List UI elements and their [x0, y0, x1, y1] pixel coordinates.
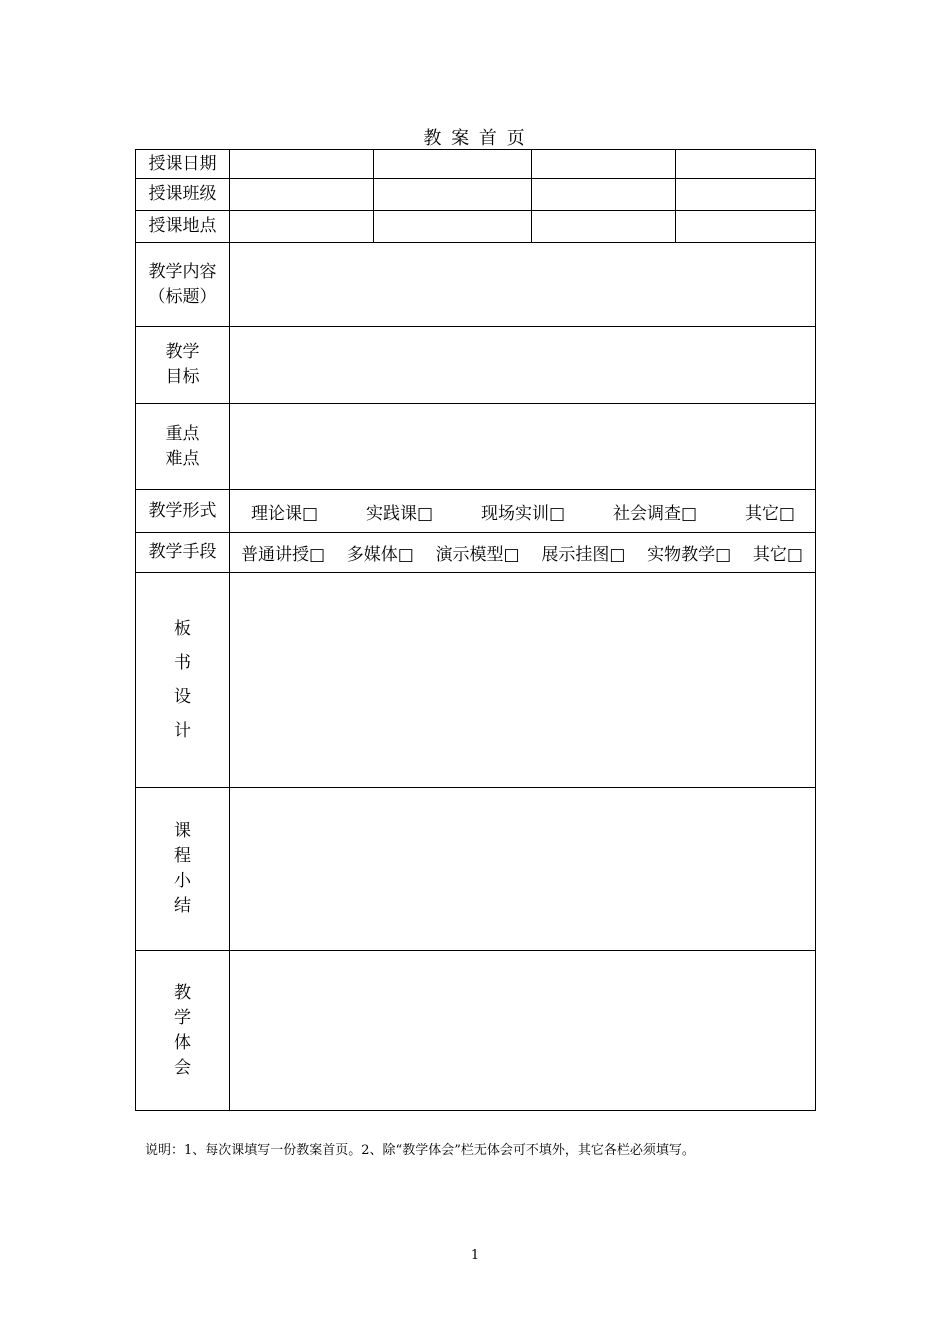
cell-goal[interactable] — [230, 327, 816, 404]
label-summary-char: 小 — [174, 871, 191, 891]
cell-class-1[interactable] — [230, 179, 374, 211]
label-summary-char: 结 — [174, 896, 191, 916]
checkbox-other-means[interactable]: 其它□ — [752, 545, 803, 565]
label-goal-line2: 目标 — [165, 367, 200, 387]
teaching-form-options — [230, 499, 815, 524]
label-board-char: 板 — [174, 619, 191, 639]
label-date: 授课日期 — [136, 150, 230, 179]
label-location: 授课地点 — [136, 211, 230, 243]
checkbox-multimedia[interactable]: 多媒体□ — [346, 545, 414, 565]
checkbox-social-survey[interactable]: 社会调查□ — [612, 503, 698, 524]
cell-summary[interactable] — [230, 788, 816, 951]
checkbox-wall-chart[interactable]: 展示挂图□ — [541, 545, 626, 565]
checkbox-practice[interactable]: 实践课□ — [365, 503, 434, 524]
cell-board-design[interactable] — [230, 573, 816, 788]
checkbox-model[interactable]: 演示模型□ — [435, 545, 520, 565]
checkbox-theory[interactable]: 理论课□ — [251, 503, 319, 524]
label-key-line2: 难点 — [165, 448, 200, 469]
label-teaching-means: 教学手段 — [136, 533, 230, 573]
cell-teaching-form — [230, 490, 816, 533]
label-summary — [136, 788, 230, 951]
label-reflection-char: 教 — [174, 982, 191, 1003]
teaching-means-options — [230, 540, 815, 565]
row-location — [136, 211, 816, 243]
page-number: 1 — [470, 1248, 480, 1263]
row-teaching-means — [136, 533, 816, 573]
page-title: 教 案 首 页 — [423, 128, 527, 149]
cell-teaching-means — [230, 533, 816, 573]
row-content — [136, 243, 816, 327]
cell-location-3[interactable] — [532, 211, 676, 243]
label-board-char: 设 — [174, 687, 191, 707]
checkbox-field-training[interactable]: 现场实训□ — [480, 503, 566, 524]
row-board-design — [136, 573, 816, 788]
label-board-design — [136, 573, 230, 788]
checkbox-lecture[interactable]: 普通讲授□ — [241, 545, 326, 565]
cell-date-3[interactable] — [532, 150, 676, 179]
cell-reflection[interactable] — [230, 951, 816, 1111]
cell-location-2[interactable] — [374, 211, 532, 243]
label-content — [136, 243, 230, 327]
label-reflection-char: 学 — [174, 1007, 191, 1028]
row-date — [136, 150, 816, 179]
checkbox-real-object[interactable]: 实物教学□ — [647, 545, 732, 565]
row-key-points — [136, 404, 816, 490]
row-class — [136, 179, 816, 211]
label-board-char: 书 — [174, 653, 191, 673]
lesson-plan-form — [135, 149, 816, 1111]
label-class: 授课班级 — [136, 179, 230, 211]
label-summary-char: 课 — [174, 821, 191, 841]
cell-date-1[interactable] — [230, 150, 374, 179]
label-key-points — [136, 404, 230, 490]
label-summary-char: 程 — [174, 846, 191, 866]
row-reflection — [136, 951, 816, 1111]
label-reflection-char: 会 — [174, 1057, 191, 1078]
cell-location-4[interactable] — [676, 211, 816, 243]
row-teaching-form — [136, 490, 816, 533]
label-teaching-form: 教学形式 — [136, 490, 230, 533]
cell-content[interactable] — [230, 243, 816, 327]
label-content-line1: 教学内容 — [148, 261, 217, 282]
label-reflection — [136, 951, 230, 1111]
label-goal-line1: 教学 — [165, 342, 200, 362]
label-goal — [136, 327, 230, 404]
label-reflection-char: 体 — [174, 1032, 191, 1053]
label-content-line2: （标题） — [148, 286, 217, 307]
row-goal — [136, 327, 816, 404]
label-key-line1: 重点 — [165, 423, 200, 444]
cell-class-3[interactable] — [532, 179, 676, 211]
label-board-char: 计 — [174, 721, 191, 741]
cell-date-4[interactable] — [676, 150, 816, 179]
cell-class-4[interactable] — [676, 179, 816, 211]
cell-class-2[interactable] — [374, 179, 532, 211]
cell-location-1[interactable] — [230, 211, 374, 243]
row-summary — [136, 788, 816, 951]
checkbox-other-form[interactable]: 其它□ — [744, 503, 795, 524]
footnote: 说明：1、每次课填写一份教案首页。2、除“教学体会”栏无体会可不填外，其它各栏必须填写。 — [145, 1143, 695, 1158]
cell-key-points[interactable] — [230, 404, 816, 490]
cell-date-2[interactable] — [374, 150, 532, 179]
